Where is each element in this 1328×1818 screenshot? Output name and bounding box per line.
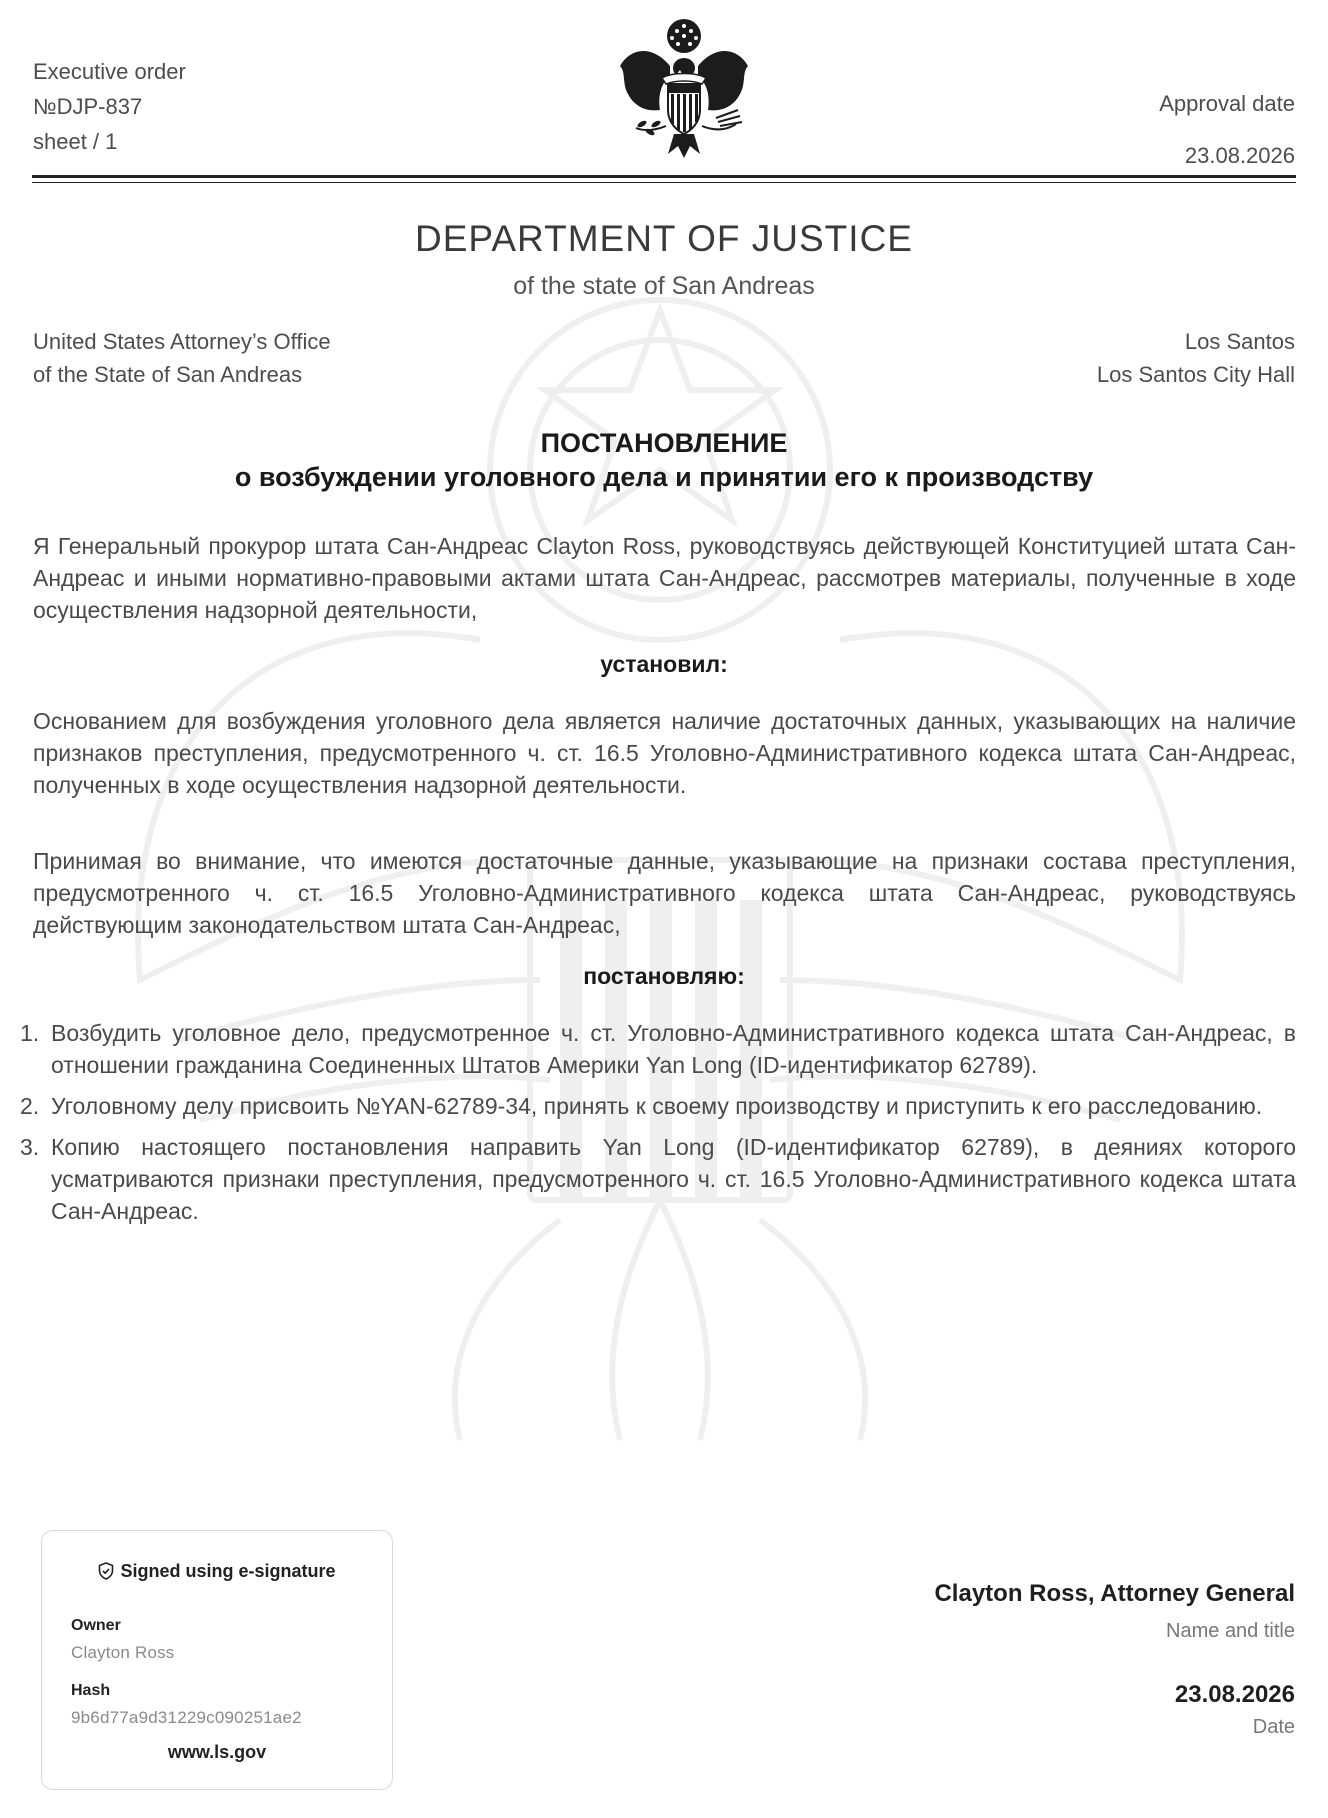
owner-label: Owner (71, 1617, 121, 1634)
location-building: Los Santos City Hall (1096, 362, 1295, 387)
site-link[interactable]: www.ls.gov (167, 1742, 267, 1762)
owner-value: Clayton Ross (71, 1643, 175, 1662)
department-title: DEPARTMENT OF JUSTICE (415, 218, 913, 259)
approval-label: Approval date (1159, 91, 1295, 116)
header-divider-thin (32, 182, 1296, 183)
e-signature-card (41, 1530, 393, 1790)
grounds-paragraph: Основанием для возбуждения уголовного дела является наличие достаточных данных, указывающих на наличие признаков преступления, предусмотренного ч. ст. 16.5 Уголовно-Административного кодекса штата Сан-Андреас, полученных в ходе осуществления надзорной деятельности. (33, 708, 1296, 798)
resolution-list (20, 1017, 1296, 1236)
order-info (33, 54, 186, 159)
intro-paragraph: Я Генеральный прокурор штата Сан-Андреас Clayton Ross, руководствуясь действующей Конституцией штата Сан-Андреас и иными нормативно-правовыми актами штата Сан-Андреас, рассмотрев материалы, полученные в ходе осуществления надзорной деятельности, (33, 533, 1296, 623)
hash-value: 9b6d77a9d31229c090251ae2 (71, 1708, 302, 1727)
established-heading: установил: (600, 651, 728, 677)
list-item-number: 2. (20, 1093, 40, 1119)
office-line-1: United States Attorney’s Office (33, 329, 331, 354)
signature-date: 23.08.2026 (1174, 1681, 1295, 1708)
office-block (33, 325, 331, 391)
list-item-text: Уголовному делу присвоить №YAN-62789-34, принять к своему производству и приступить к его расследованию. (51, 1093, 1263, 1119)
list-item (20, 1090, 1296, 1122)
list-item (20, 1017, 1296, 1081)
resolved-heading: постановляю: (583, 963, 745, 989)
shield-check-icon (98, 1562, 114, 1580)
document-subtitle: о возбуждении уголовного дела и принятии его к производству (234, 462, 1094, 492)
list-item (20, 1131, 1296, 1227)
eagle-seal-icon (612, 14, 756, 160)
order-number: №DJP-837 (33, 94, 143, 119)
location-block (1097, 325, 1295, 391)
signature-date-caption: Date (1252, 1716, 1295, 1738)
approval-date: 23.08.2026 (1184, 143, 1295, 168)
list-item-text: Возбудить уголовное дело, предусмотренное ч. ст. Уголовно-Административного кодекса штата Сан-Андреас, в отношении гражданина Соединенных Штатов Америки Yan Long (ID-идентификатор 62789). (51, 1020, 1296, 1078)
order-label: Executive order (33, 59, 186, 84)
location-city: Los Santos (1184, 329, 1295, 354)
hash-label: Hash (71, 1682, 111, 1699)
list-item-text: Копию настоящего постановления направить Yan Long (ID-идентификатор 62789), в деяниях которого усматриваются признаки преступления, предусмотренного ч. ст. 16.5 Уголовно-Административного кодекса штата Сан-Андреас. (51, 1134, 1296, 1224)
e-signature-heading (42, 1561, 392, 1582)
list-item-number: 3. (20, 1134, 40, 1160)
document-title: ПОСТАНОВЛЕНИЕ (540, 428, 788, 458)
header-divider-thick (32, 175, 1296, 178)
considering-paragraph: Принимая во внимание, что имеются достаточные данные, указывающие на признаки состава преступления, предусмотренного ч. ст. 16.5 Уголовно-Административного кодекса штата Сан-Андреас, руководствуясь действующим законодательством штата Сан-Андреас, (33, 848, 1296, 938)
list-item-number: 1. (20, 1020, 40, 1046)
signer-name-caption: Name and title (1166, 1620, 1295, 1642)
e-signature-heading-text: Signed using e-signature (120, 1561, 336, 1581)
document-title-block (0, 426, 1328, 494)
signer-name: Clayton Ross, Attorney General (934, 1580, 1295, 1607)
sheet-number: sheet / 1 (33, 129, 118, 154)
office-line-2: of the State of San Andreas (33, 362, 303, 387)
department-subtitle: of the state of San Andreas (513, 272, 815, 300)
approval-info (1159, 78, 1295, 182)
